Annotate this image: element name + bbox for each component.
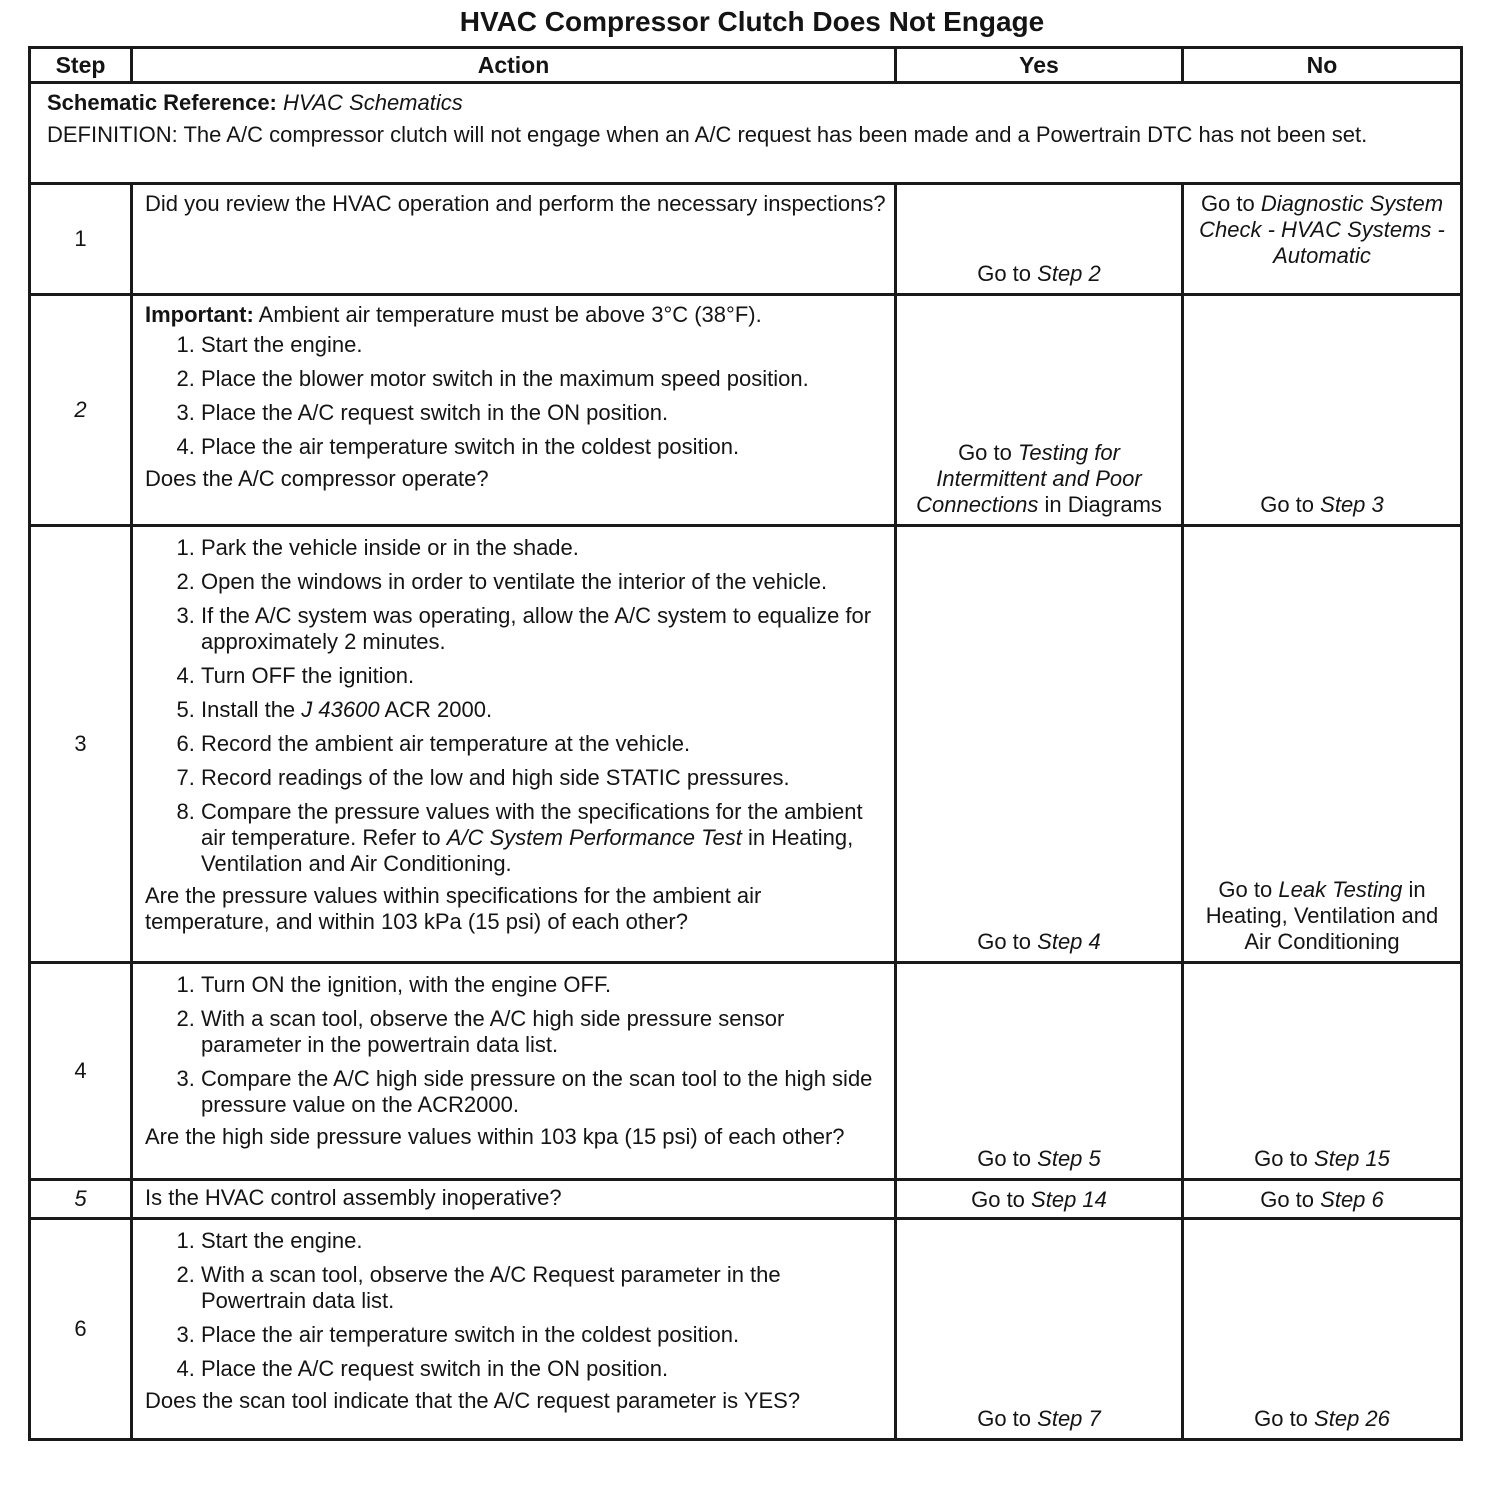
yes-cell: [896, 295, 1183, 526]
step-list: [145, 972, 886, 1118]
list-item: 1. Start the engine.: [201, 332, 886, 358]
definition-text: DEFINITION: The A/C compressor clutch will not engage when an A/C request has been made and a Powertrain DTC has not been set.: [47, 122, 1368, 147]
list-item: [201, 697, 886, 723]
table-row: [30, 1180, 1462, 1219]
step-question: Did you review the HVAC operation and perform the necessary inspections?: [145, 191, 886, 216]
action-cell: [132, 184, 896, 295]
step-list: [145, 535, 886, 877]
step-number: 5: [30, 1180, 132, 1219]
step-number: 4: [30, 963, 132, 1180]
no-prefix: Go to: [1260, 1187, 1315, 1212]
action-cell: [132, 1219, 896, 1440]
no-cell: [1183, 184, 1462, 295]
yes-prefix: Go to: [977, 1146, 1032, 1171]
list-item: 2. Place the blower motor switch in the maximum speed position.: [201, 366, 886, 392]
header-step: Step: [30, 48, 132, 83]
no-cell: [1183, 295, 1462, 526]
item-text: ACR 2000.: [384, 697, 493, 722]
yes-prefix: Go to: [971, 1187, 1025, 1212]
no-prefix: Go to: [1200, 191, 1255, 216]
step-number: 2: [30, 295, 132, 526]
action-cell: [132, 1180, 896, 1219]
step-question: Are the pressure values within specifications for the ambient air temperature, and within 103 kPa (15 psi) of each other?: [145, 883, 762, 934]
yes-cell: [896, 184, 1183, 295]
list-item: 7. Record readings of the low and high side STATIC pressures.: [201, 765, 886, 791]
yes-prefix: Go to: [958, 440, 1012, 465]
important-text: Ambient air temperature must be above 3°C (38°F).: [258, 302, 762, 327]
no-link[interactable]: Step 3: [1320, 492, 1384, 517]
header-row: [30, 48, 1462, 83]
header-action: Action: [132, 48, 896, 83]
table-row: [30, 184, 1462, 295]
yes-link[interactable]: Step 5: [1037, 1146, 1101, 1171]
item-text: Compare the pressure values with the specifications for the ambient air temperature. Refer to: [201, 799, 863, 850]
yes-prefix: Go to: [977, 1406, 1032, 1431]
no-link[interactable]: Step 26: [1314, 1406, 1390, 1431]
step-list: [145, 1228, 886, 1382]
action-cell: [132, 526, 896, 963]
action-cell: [132, 295, 896, 526]
no-cell: [1183, 526, 1462, 963]
list-item: 3. Compare the A/C high side pressure on the scan tool to the high side pressure value on the ACR2000.: [201, 1066, 886, 1118]
no-prefix: Go to: [1218, 877, 1273, 902]
step-question: Are the high side pressure values within 103 kpa (15 psi) of each other?: [145, 1124, 845, 1149]
step-number: 3: [30, 526, 132, 963]
yes-link[interactable]: Step 14: [1031, 1187, 1107, 1212]
no-prefix: Go to: [1260, 492, 1315, 517]
diagnostic-table: [28, 46, 1463, 1441]
no-suffix: in Heating, Ventilation and Air Conditioning: [1205, 877, 1439, 954]
list-item: 1. Park the vehicle inside or in the shade.: [201, 535, 886, 561]
table-row: [30, 526, 1462, 963]
list-item: 2. Open the windows in order to ventilate the interior of the vehicle.: [201, 569, 886, 595]
schematic-link[interactable]: HVAC Schematics: [283, 90, 463, 115]
list-item: 4. Turn OFF the ignition.: [201, 663, 886, 689]
table-row: [30, 963, 1462, 1180]
header-no: No: [1183, 48, 1462, 83]
list-item: [201, 799, 886, 877]
yes-link[interactable]: Step 4: [1037, 929, 1101, 954]
no-link[interactable]: Step 6: [1320, 1187, 1384, 1212]
step-question: Does the A/C compressor operate?: [145, 466, 489, 491]
schematic-label: Schematic Reference:: [47, 90, 277, 115]
no-cell: [1183, 1180, 1462, 1219]
yes-link[interactable]: Testing for Intermittent and Poor Connections: [916, 440, 1142, 517]
performance-test-link[interactable]: A/C System Performance Test: [446, 825, 742, 850]
list-item: 1. Turn ON the ignition, with the engine OFF.: [201, 972, 886, 998]
item-text: Install the: [201, 697, 296, 722]
step-list: [145, 332, 886, 460]
action-cell: [132, 963, 896, 1180]
yes-prefix: Go to: [977, 929, 1032, 954]
no-prefix: Go to: [1254, 1146, 1308, 1171]
list-item: 3. Place the air temperature switch in the coldest position.: [201, 1322, 886, 1348]
reference-row: [30, 83, 1462, 184]
list-item: 2. With a scan tool, observe the A/C high side pressure sensor parameter in the powertrain data list.: [201, 1006, 886, 1058]
no-link[interactable]: Diagnostic System Check - HVAC Systems - Automatic: [1199, 191, 1445, 268]
no-cell: [1183, 1219, 1462, 1440]
no-prefix: Go to: [1254, 1406, 1308, 1431]
table-row: [30, 1219, 1462, 1440]
no-cell: [1183, 963, 1462, 1180]
page-title: HVAC Compressor Clutch Does Not Engage: [459, 6, 1045, 37]
list-item: 4. Place the A/C request switch in the ON position.: [201, 1356, 886, 1382]
important-label: Important:: [145, 302, 254, 327]
yes-cell: [896, 526, 1183, 963]
yes-prefix: Go to: [977, 261, 1032, 286]
reference-cell: [30, 83, 1462, 184]
table-row: [30, 295, 1462, 526]
list-item: 3. Place the A/C request switch in the ON position.: [201, 400, 886, 426]
yes-link[interactable]: Step 2: [1037, 261, 1101, 286]
no-link[interactable]: Step 15: [1314, 1146, 1390, 1171]
step-question: Is the HVAC control assembly inoperative?: [145, 1185, 562, 1210]
list-item: 6. Record the ambient air temperature at the vehicle.: [201, 731, 886, 757]
important-note: [145, 302, 886, 328]
list-item: 3. If the A/C system was operating, allow the A/C system to equalize for approximately 2 minutes.: [201, 603, 886, 655]
item-text: in Heating, Ventilation and Air Conditioning.: [201, 825, 854, 876]
list-item: 4. Place the air temperature switch in the coldest position.: [201, 434, 886, 460]
schematic-reference: [47, 90, 1444, 116]
list-item: 2. With a scan tool, observe the A/C Request parameter in the Powertrain data list.: [201, 1262, 886, 1314]
yes-suffix: in Diagrams: [1044, 492, 1162, 517]
yes-link[interactable]: Step 7: [1037, 1406, 1101, 1431]
step-question: Does the scan tool indicate that the A/C request parameter is YES?: [145, 1388, 801, 1413]
yes-cell: [896, 1219, 1183, 1440]
header-yes: Yes: [896, 48, 1183, 83]
yes-cell: [896, 963, 1183, 1180]
step-number: 1: [30, 184, 132, 295]
no-link[interactable]: Leak Testing: [1278, 877, 1403, 902]
tool-reference: J 43600: [301, 697, 380, 722]
yes-cell: [896, 1180, 1183, 1219]
list-item: 1. Start the engine.: [201, 1228, 886, 1254]
step-number: 6: [30, 1219, 132, 1440]
